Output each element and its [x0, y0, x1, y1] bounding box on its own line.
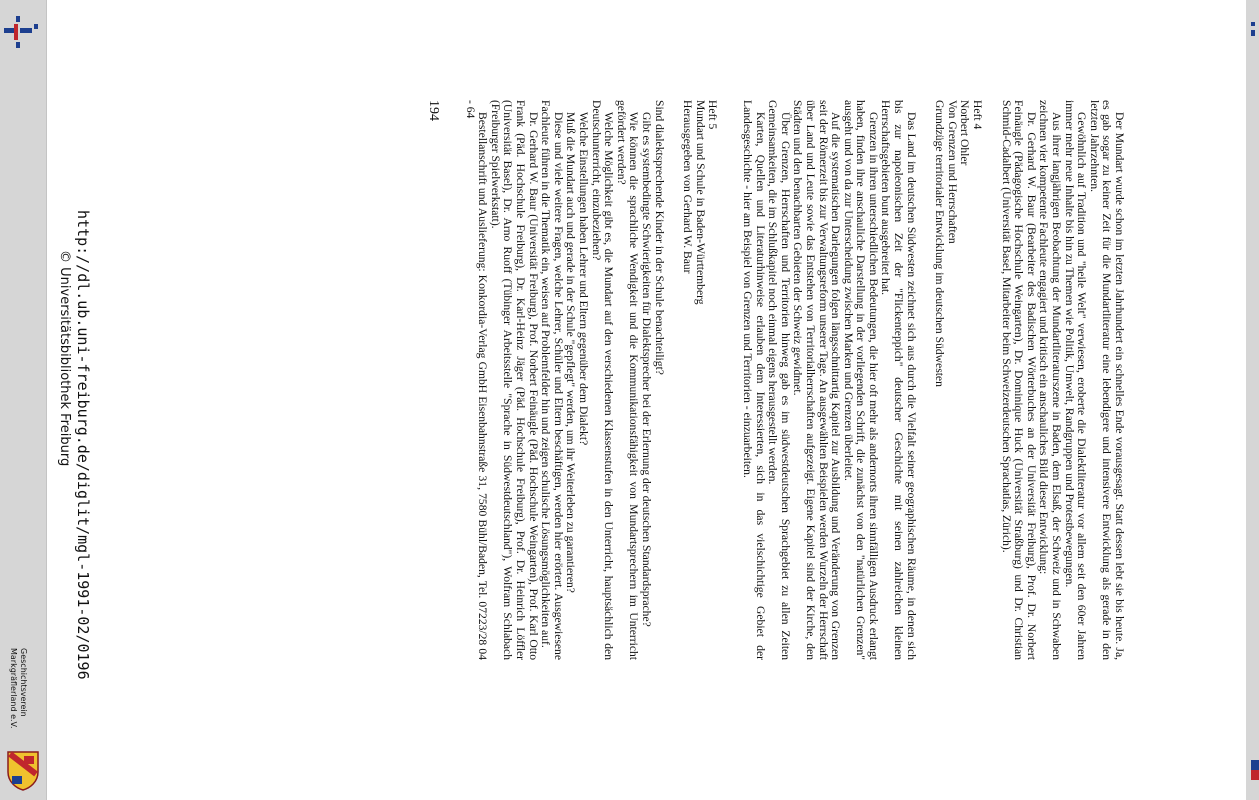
paragraph: Auf die systematischen Darlegungen folgen längsschnittartig Kapitel zur Ausbildung und Veränderung von Grenzen seit der Römerzeit bis zur Verwaltungsreform unserer Tage. An ausgewählten Beispielen werden Wurzeln der Herrschaft über Land und Leute sowie das Entstehen von Territorialherrschaften aufgezeigt. Eigene Kapitel sind der Kirche, den Städten und den benachbarten Gebieten der Schweiz gewidmet. — [791, 100, 843, 660]
question: Gibt es systembedingte Schwierigkeiten für Dialektsprecher bei der Erlernung der deutschen Standardsprache? — [640, 112, 653, 627]
scanned-page — [135, 100, 1125, 800]
heft5-label: Heft 5 — [706, 100, 720, 130]
left-viewer-sidebar — [0, 0, 92, 800]
question: Wie können die sprachliche Wendigkeit und die Kommunikationsfähigkeit von Mundartsprechern im Unterricht gefördert werden? — [614, 100, 641, 660]
copyright-notice: © Universitätsbibliothek Freiburg — [57, 250, 72, 467]
navigation-icon[interactable] — [1249, 20, 1257, 40]
paragraph: Dr. Gerhard W. Baur (Universität Freiburg), Prof. Norbert Feinäugle (Päd. Hochschule Weingarten), Prof. Karl Otto Frank (Päd. Hochschule Freiburg), Dr. Karl-Heinz Jäger (Päd. Hochschule Freiburg), Prof. Dr. Heinrich Löffler (Universität Basel), Dr. Arno Ruoff (Tübinger Arbeitsstelle "Sprache in Südwestdeutschland"), Wolfram Schlabach (Freiburger Spielwerkstatt). — [488, 100, 540, 660]
society-name-line2: Markgräflerland e.V. — [9, 648, 18, 729]
society-name-line1: Geschichtsverein — [19, 648, 28, 717]
paragraph: Über Grenzen, Herrschaften und Territorien hinweg gab es im südwestdeutschen Sprachgebiet zu allen Zeiten Gemeinsamkeiten, die im Schlußkapitel noch einmal eigens herausgestellt werden. — [766, 100, 792, 660]
right-viewer-sidebar — [1246, 0, 1259, 800]
question: Sind dialektsprechende Kinder in der Schule benachteiligt? — [652, 100, 666, 375]
paragraph: Dr. Gerhard W. Baur (Bearbeiter des Badischen Wörterbuches an der Universität Freiburg), Prof. Dr. Norbert Feinäugle (Pädagogische Hochschule Weingarten), Dr. Dominique Huck (Universität Straßburg) und Dr. Christian Schmid-Cadalbert (Universität Basel, Mitarbeiter beim Schweizerdeutschen Sprachatlas, Zürich). — [999, 100, 1038, 660]
heft4-subtitle: Grundzüge territorialer Entwicklung im deutschen Südwesten — [933, 100, 947, 387]
coat-of-arms-small-icon — [1251, 758, 1259, 784]
source-url[interactable]: http://dl.ub.uni-freiburg.de/diglit/mgl-1991-02/0196 — [74, 210, 92, 680]
paragraph: Gewöhnlich auf Tradition und "heile Welt" verwiesen, eroberte die Dialektliteratur vor allem seit den 60er Jahren immer mehr neue Inhalte bis hin zu Themen wie Politik, Umwelt, Randgruppen und Protestbewegungen. — [1062, 100, 1089, 660]
paragraph: Diese und viele weitere Fragen, welche Lehrer, Schüler und Eltern beschäftigen, werden hier erörtert. Ausgewiesene Fachleute führen in die Thematik ein, weisen auf Problemfelder hin und zeigen schulische Lösungsmöglichkeiten auf. — [539, 100, 565, 660]
paragraph: Grenzen in ihren unterschiedlichen Bedeutungen, die hier oft mehr als andernorts ihren sinnfälligen Ausdruck erlangt haben, finden ihre anschauliche Darstellung in der vorliegenden Schrift, die zunächst von den "natürlichen Grenzen" ausgeht und von da zur Unterscheidung zwischen Marken und Grenzen überleitet. — [841, 100, 880, 660]
heft4-author: Norbert Ohler — [958, 100, 972, 166]
paragraph: Der Mundart wurde schon im letzten Jahrhundert ein schnelles Ende vorausgesagt. Statt dessen lebt sie bis heute. Ja, es gab sogar zu keiner Zeit für die Mundartliteratur eine lebendigere und intensivere Entwicklung als gerade in den letzten Jahrzehnten. — [1087, 100, 1126, 660]
question: Welche Einstellungen haben Lehrer und Eltern gegenüber dem Dialekt? — [577, 112, 591, 446]
society-name — [8, 648, 28, 748]
page-number: 194 — [426, 100, 442, 121]
paragraph: Karten, Quellen und Literaturhinweise erlauben dem Interessierten, sich in das vielschichtige Gebiet der Landesgeschichte - hier am Beispiel von Grenzen und Territorien - einzuarbeiten. — [740, 100, 767, 660]
question: Welche Möglichkeit gibt es, die Mundart auf den verschiedenen Klassenstufen in den Unterricht, hauptsächlich den Deutschunterricht, einzubeziehen? — [589, 100, 616, 660]
paragraph: Das Land im deutschen Südwesten zeichnet sich aus durch die Vielfalt seiner geographischen Räume, in denen sich bis zur napoleonischen Zeit der "Flickenteppich" deutscher Geschichte mit seinen zahlreichen kleinen Herrschaftsgebieten bunt ausgebreitet hat. — [879, 100, 918, 660]
coat-of-arms-icon — [4, 748, 42, 792]
question: Muß die Mundart auch und gerade in der Schule "gepflegt" werden, um ihr Weiterleben zu garantieren? — [564, 112, 578, 593]
page-text — [427, 100, 1126, 660]
heft4-title: Von Grenzen und Herrschaften — [945, 100, 959, 244]
library-logo-icon[interactable] — [4, 14, 40, 50]
source-url-block — [56, 0, 92, 800]
heft5-title: Mundart und Schule in Baden-Württemberg — [693, 100, 707, 305]
heft4-label: Heft 4 — [971, 100, 985, 130]
paragraph: Aus ihrer langjährigen Beobachtung der Mundartliteraturszene in Baden, dem Elsaß, der Schweiz und in Schwaben zeichnen vier kompetente Fachleute engagiert und kritisch ein anschauliches Bild dieser Entwicklung: — [1037, 100, 1064, 660]
heft5-editor: Herausgegeben von Gerhard W. Baur — [681, 100, 695, 274]
paragraph: Bestellanschrift und Auslieferung: Konkordia-Verlag GmbH Eisenbahnstraße 31, 7580 Bühl/Baden, Tel. 07223/28 04 - 64 — [463, 100, 490, 660]
